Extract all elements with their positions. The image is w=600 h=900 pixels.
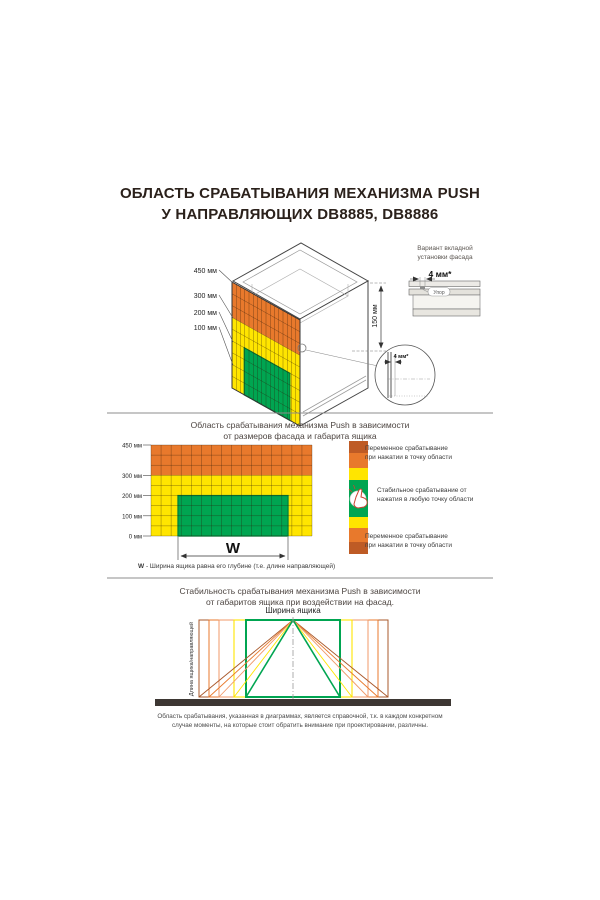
stability-section-title [100,586,500,607]
label-300: 300 мм [193,293,217,300]
height-dimension-label: 150 мм [372,304,379,328]
ytick-100: 100 мм [122,514,142,521]
fan-chart [199,620,388,697]
stability-chart [155,606,451,706]
stability-title-line1: Стабильность срабатывания механизма Push в зависимости [179,586,421,596]
inset-caption-line1: Вариант вкладной [417,245,473,252]
ytick-200: 200 мм [122,494,142,500]
zone-section-title [100,420,500,441]
zone-grid [151,445,312,536]
page-title [0,183,600,225]
ytick-450: 450 мм [122,443,142,450]
inset-caption [398,245,492,262]
gap-slot [420,287,425,290]
footer-line2: случае моменты, на которые стоит обратить внимание при проектировании, различны. [172,721,428,729]
legend-item-variable-bottom: Переменное срабатывание при нажатии в точку области [365,533,452,549]
iso-cabinet-diagram [194,243,435,426]
page-title-line2: У НАПРАВЛЯЮЩИХ DB8885, DB8886 [161,206,439,223]
iso-size-labels [194,268,233,365]
fan-x-label: Ширина ящика [265,606,321,615]
fan-y-label: Длина ящика/направляющей [189,621,195,697]
zone-footnote: W - Ширина ящика равна его глубине (т.е. длине направляющей) [138,563,336,570]
inset-gap-label: 4 мм* [428,269,452,279]
width-dimension [178,537,288,560]
legend-item-variable-top: Переменное срабатывание при нажатии в точку области [365,445,452,461]
inset-caption-line2: установки фасада [417,253,473,261]
zone-title-line2: от размеров фасада и габарита ящика [223,430,377,441]
width-dimension-label: W [225,540,241,557]
label-450: 450 мм [193,268,217,275]
label-100: 100 мм [193,325,217,332]
ytick-0: 0 мм [128,534,142,541]
stability-title-line2: от габаритов ящика при воздействии на фасад. [205,596,394,607]
zone-title-line1: Область срабатывания механизма Push в зависимости [190,420,410,430]
zone-axis [122,444,151,541]
zone-chart [122,444,312,561]
stop-label: Упор [433,289,445,296]
label-200: 200 мм [193,310,217,317]
inset-mount-drawing [409,269,480,316]
footer-line1: Область срабатывания, указанная в диаграммах, является справочной, т.к. в каждом конкретном [157,713,443,720]
footer-note [135,713,465,730]
page-title-line1: ОБЛАСТЬ СРАБАТЫВАНИЯ МЕХАНИЗМА PUSH [119,185,481,202]
circle-gap-label: 4 мм* [393,354,409,360]
ytick-300: 300 мм [122,473,142,480]
facade-bar [155,699,451,706]
legend-item-stable: Стабильное срабатывание от нажатия в любую точку области [377,487,474,503]
